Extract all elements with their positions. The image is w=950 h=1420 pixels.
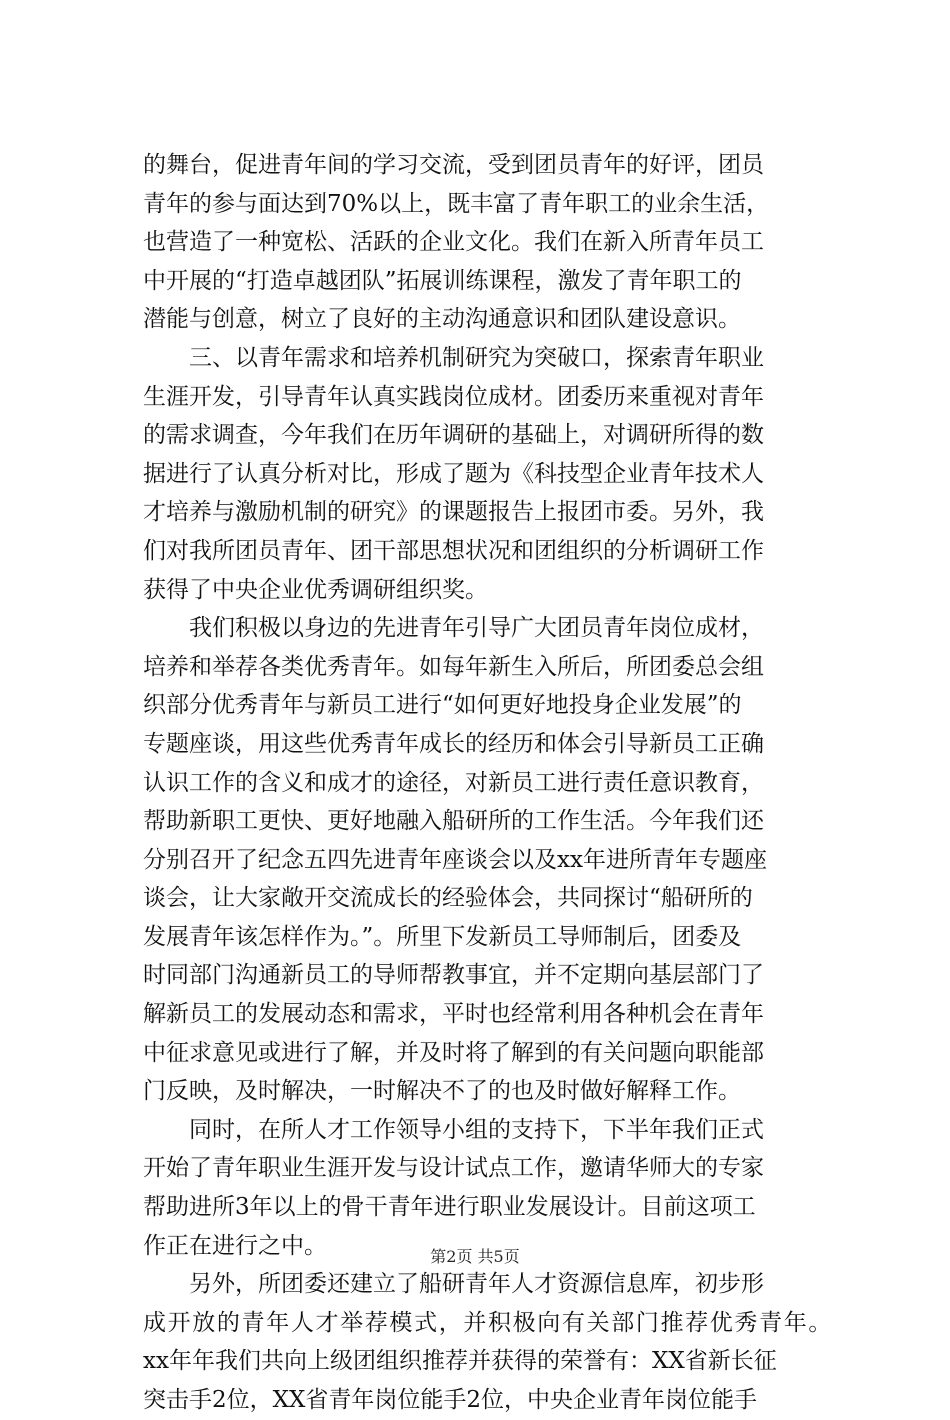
text-line: xx年年我们共向上级团组织推荐并获得的荣誉有：XX省新长征: [143, 1348, 777, 1375]
text-line: 突击手2位，XX省青年岗位能手2位，中央企业青年岗位能手: [143, 1387, 758, 1413]
text-line: 帮助新职工更快、更好地融入船研所的工作生活。今年我们还: [143, 808, 764, 835]
text-line: 认识工作的含义和成才的途径，对新员工进行责任意识教育，: [143, 769, 764, 796]
text-line: 同时，在所人才工作领导小组的支持下，下半年我们正式: [143, 1116, 764, 1143]
text-line: 中征求意见或进行了解，并及时将了解到的有关问题向职能部: [143, 1039, 764, 1066]
text-line: 另外，所团委还建立了船研青年人才资源信息库，初步形: [143, 1271, 764, 1298]
text-line: 的舞台，促进青年间的学习交流，受到团员青年的好评，团员: [143, 152, 764, 178]
text-line: 发展青年该怎样作为。”。所里下发新员工导师制后，团委及: [143, 923, 742, 950]
text-line: 我们积极以身边的先进青年引导广大团员青年岗位成材，: [143, 615, 764, 642]
text-line: 成开放的青年人才举荐模式，并积极向有关部门推荐优秀青年。: [143, 1309, 833, 1336]
text-line: 织部分优秀青年与新员工进行“如何更好地投身企业发展”的: [143, 692, 742, 719]
text-line: 三、以青年需求和培养机制研究为突破口，探索青年职业: [143, 344, 764, 371]
text-line: 青年的参与面达到70%以上，既丰富了青年职工的业余生活，: [143, 190, 770, 217]
text-line: 作正在进行之中。: [143, 1232, 327, 1259]
text-line: 据进行了认真分析对比，形成了题为《科技型企业青年技术人: [143, 460, 764, 487]
text-line: 门反映，及时解决，一时解决不了的也及时做好解释工作。: [143, 1078, 741, 1105]
text-line: 获得了中央企业优秀调研组织奖。: [143, 576, 488, 603]
text-line: 专题座谈，用这些优秀青年成长的经历和体会引导新员工正确: [143, 730, 764, 757]
text-line: 潜能与创意，树立了良好的主动沟通意识和团队建设意识。: [143, 306, 741, 333]
text-line: 帮助进所3年以上的骨干青年进行职业发展设计。目前这项工: [143, 1194, 756, 1221]
text-line: 的需求调查，今年我们在历年调研的基础上，对调研所得的数: [143, 422, 764, 449]
text-line: 分别召开了纪念五四先进青年座谈会以及xx年进所青年专题座: [143, 846, 767, 873]
text-line: 生涯开发，引导青年认真实践岗位成材。团委历来重视对青年: [143, 383, 764, 410]
text-line: 们对我所团员青年、团干部思想状况和团组织的分析调研工作: [143, 537, 764, 564]
text-line: 谈会，让大家敞开交流成长的经验体会，共同探讨“船研所的: [143, 885, 753, 912]
text-line: 中开展的“打造卓越团队”拓展训练课程，激发了青年职工的: [143, 267, 742, 294]
text-line: 解新员工的发展动态和需求，平时也经常利用各种机会在青年: [143, 1001, 764, 1028]
text-line: 也营造了一种宽松、活跃的企业文化。我们在新入所青年员工: [143, 229, 764, 256]
text-line: 培养和举荐各类优秀青年。如每年新生入所后，所团委总会组: [143, 653, 764, 680]
text-line: 才培养与激励机制的研究》的课题报告上报团市委。另外，我: [143, 499, 764, 526]
text-line: 开始了青年职业生涯开发与设计试点工作，邀请华师大的专家: [143, 1155, 764, 1182]
text-line: 时同部门沟通新员工的导师帮教事宜，并不定期向基层部门了: [143, 962, 764, 989]
page-footer: 第2页 共5页: [430, 1247, 520, 1266]
body-text: [143, 146, 833, 1420]
